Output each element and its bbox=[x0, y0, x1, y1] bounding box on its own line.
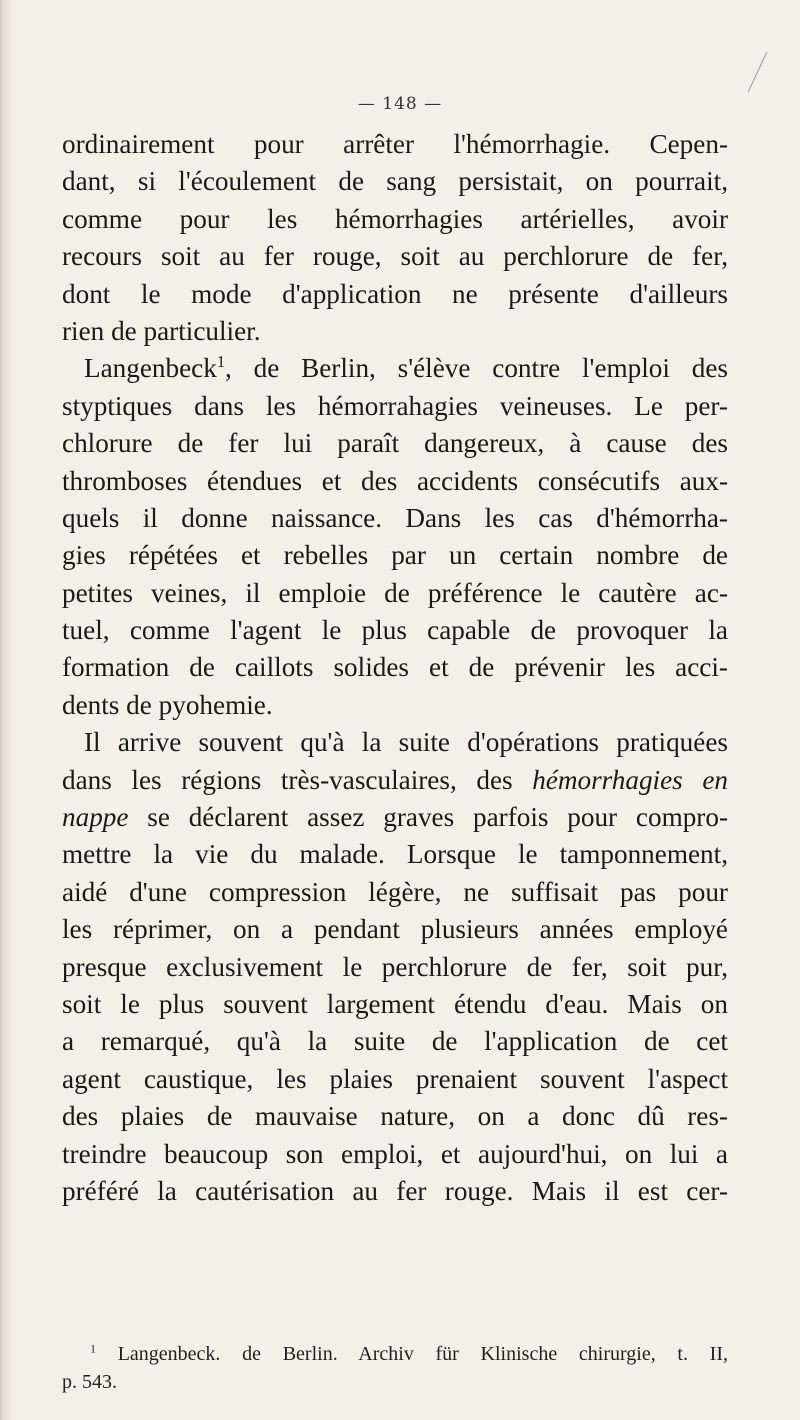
paragraph-line bbox=[62, 762, 728, 799]
text-line: dant, si l'écoulement de sang persistait, on pourrait, bbox=[62, 166, 728, 197]
text-line: des plaies de mauvaise nature, on a donc dû res- bbox=[62, 1101, 728, 1132]
text-line: chlorure de fer lui paraît dangereux, à cause des bbox=[62, 428, 728, 459]
text-line: aidé d'une compression légère, ne suffisait pas pour bbox=[62, 876, 728, 907]
text-line: formation de caillots solides et de prévenir les acci- bbox=[62, 652, 728, 683]
footnote-marker: 1 bbox=[90, 1341, 96, 1356]
text-line: styptiques dans les hémorrahagies veineuses. Le per- bbox=[62, 390, 728, 421]
text-line: Il arrive souvent qu'à la suite d'opérations pratiquées bbox=[84, 727, 728, 758]
text-line: mettre la vie du malade. Lorsque le tamponnement, bbox=[62, 839, 728, 870]
text-line: ordinairement pour arrêter l'hémorrhagie. Cepen- bbox=[62, 129, 728, 159]
paragraph-line bbox=[62, 799, 728, 836]
text-line: a remarqué, qu'à la suite de l'application de cet bbox=[62, 1026, 728, 1057]
text-line: soit le plus souvent largement étendu d'eau. Mais on bbox=[62, 988, 728, 1019]
text-line: presque exclusivement le perchlorure de fer, soit pur, bbox=[62, 951, 728, 982]
pencil-mark bbox=[748, 52, 768, 92]
page-binding-edge bbox=[0, 0, 14, 1420]
text-line: les réprimer, on a pendant plusieurs années employé bbox=[62, 914, 728, 945]
footnote-text: Langenbeck. de Berlin. Archiv für Klinische chirurgie, t. II, bbox=[117, 1343, 728, 1365]
text-line: dont le mode d'application ne présente d'ailleurs bbox=[62, 278, 728, 309]
text-line: dents de pyohemie. bbox=[62, 689, 273, 720]
text-line: recours soit au fer rouge, soit au perchlorure de fer, bbox=[62, 241, 728, 272]
langenbeck-name: Langenbeck bbox=[84, 353, 217, 384]
text-line: tuel, comme l'agent le plus capable de provoquer la bbox=[62, 615, 728, 646]
italic-term: hémorrhagies en bbox=[532, 764, 729, 795]
text-line: petites veines, il emploie de préférence le cautère ac- bbox=[62, 577, 728, 608]
body-text bbox=[62, 126, 728, 1210]
footnote-line: p. 543. bbox=[62, 1371, 117, 1393]
text-line: quels il donne naissance. Dans les cas d'hémorrha- bbox=[62, 502, 728, 533]
text-line: agent caustique, les plaies prenaient souvent l'aspect bbox=[62, 1063, 728, 1094]
text-fragment: , de Berlin, s'élève contre l'emploi des bbox=[225, 353, 728, 384]
italic-term-cont: nappe bbox=[62, 802, 129, 833]
paragraph-line bbox=[62, 350, 728, 387]
footnote-line bbox=[62, 1340, 728, 1368]
text-line: comme pour les hémorrhagies artérielles, avoir bbox=[62, 203, 728, 234]
text-line: rien de particulier. bbox=[62, 315, 261, 346]
footnote-ref: 1 bbox=[216, 352, 226, 372]
text-fragment: se déclarent assez graves parfois pour compro- bbox=[147, 802, 729, 833]
text-line: gies répétées et rebelles par un certain nombre de bbox=[62, 540, 728, 571]
text-line: treindre beaucoup son emploi, et aujourd'hui, on lui a bbox=[62, 1138, 728, 1169]
text-line: préféré la cautérisation au fer rouge. Mais il est cer- bbox=[62, 1175, 728, 1206]
page-number: — 148 — bbox=[357, 94, 443, 114]
footnote bbox=[62, 1340, 728, 1396]
text-fragment: dans les régions très-vasculaires, des bbox=[62, 764, 513, 795]
text-line: thromboses étendues et des accidents consécutifs aux- bbox=[62, 465, 728, 496]
